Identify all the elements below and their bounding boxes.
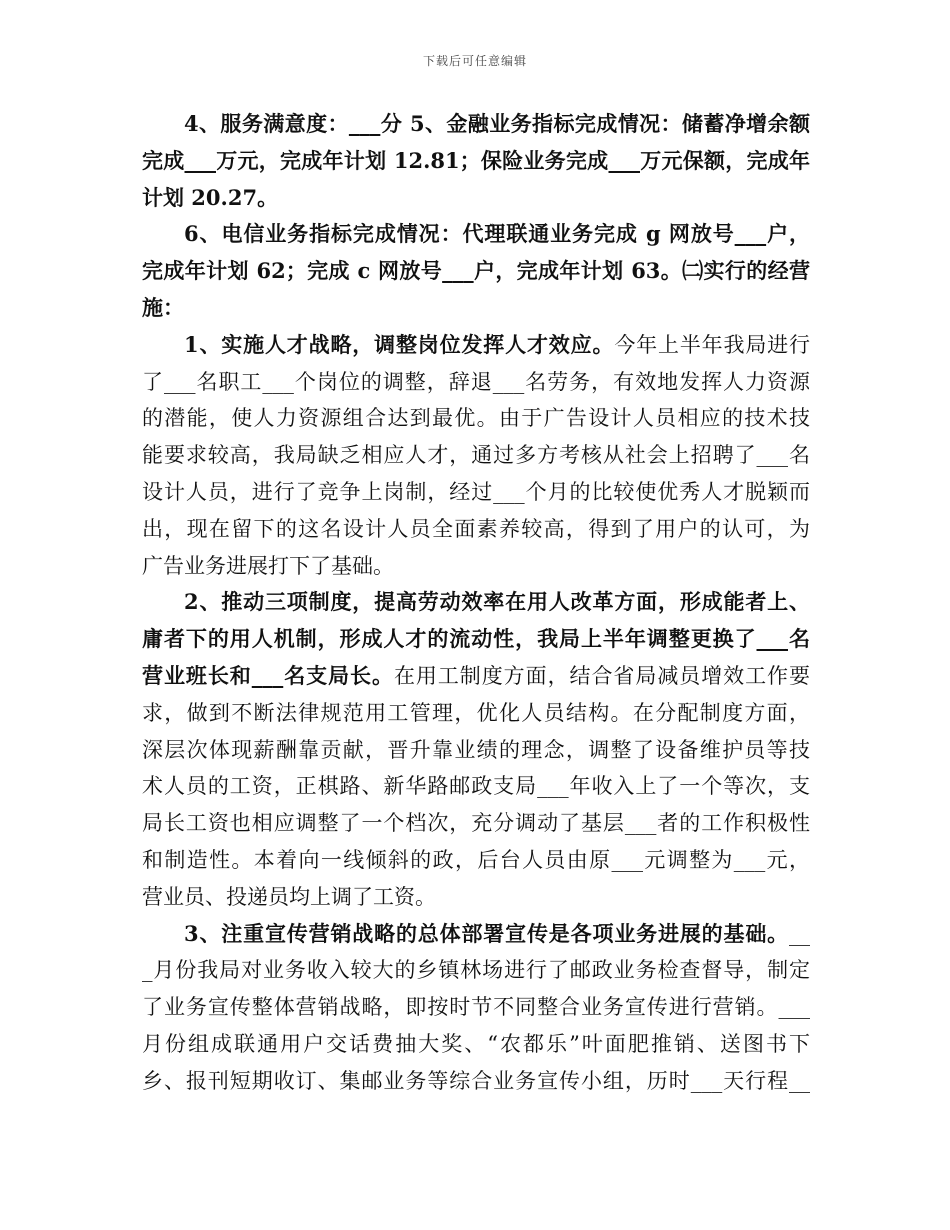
bold-text-run: 营业班长和___名支局长。: [142, 662, 394, 688]
text-line: [142, 695, 810, 732]
text-line: [142, 437, 810, 474]
text-line: [142, 989, 810, 1026]
text-run: 广告业务进展打下了基础。: [142, 553, 394, 578]
text-line: [142, 952, 810, 989]
text-line: [142, 768, 810, 805]
text-line: [142, 216, 810, 253]
text-line: [142, 1063, 810, 1100]
text-line: [142, 180, 810, 217]
bold-text-run: 3、注重宣传营销战略的总体部署宣传是各项业务进展的基础。: [184, 920, 789, 946]
text-line: [142, 1026, 810, 1063]
text-run: 今年上半年我局进行: [614, 332, 810, 357]
text-line: [142, 879, 810, 916]
paragraph: [142, 106, 810, 216]
text-run: 设计人员，进行了竞争上岗制，经过___个月的比较使优秀人才脱颖而: [142, 479, 810, 504]
document-body: [142, 106, 810, 1100]
bold-text-run: 完成年计划 62；完成 c 网放号___户，完成年计划 63。㈡实行的经营: [142, 258, 810, 284]
paragraph: [142, 916, 810, 1100]
page-header: 下载后可任意编辑: [422, 54, 527, 68]
text-run: 求，做到不断法律规范用工管理，优化人员结构。在分配制度方面，: [142, 700, 810, 725]
bold-text-run: 2、推动三项制度，提高劳动效率在用人改革方面，形成能者上、: [184, 589, 810, 615]
text-run: 了业务宣传整体营销战略，即按时节不同整合业务宣传进行营销。___: [142, 995, 810, 1020]
text-line: [142, 327, 810, 364]
bold-text-run: 计划 20.27。: [142, 184, 279, 210]
text-run: 了___名职工___个岗位的调整，辞退___名劳务，有效地发挥人力资源: [142, 369, 810, 394]
text-run: 局长工资也相应调整了一个档次，充分调动了基层___者的工作积极性: [142, 811, 810, 836]
bold-text-run: 施：: [142, 294, 184, 320]
text-run: 和制造性。本着向一线倾斜的政，后台人员由原___元调整为___元，: [142, 847, 810, 872]
text-line: [142, 548, 810, 585]
text-run: __: [789, 921, 810, 946]
text-run: 术人员的工资，正棋路、新华路邮政支局___年收入上了一个等次，支: [142, 774, 810, 799]
text-line: [142, 916, 810, 953]
text-line: [142, 842, 810, 879]
text-run: _月份我局对业务收入较大的乡镇林场进行了邮政业务检查督导，制定: [142, 958, 810, 983]
text-line: [142, 584, 810, 621]
paragraph: [142, 327, 810, 585]
paragraph: [142, 216, 810, 326]
text-run: 在用工制度方面，结合省局减员增效工作要: [393, 663, 810, 688]
text-line: [142, 143, 810, 180]
text-run: 深层次体现薪酬靠贡献，晋升靠业绩的理念，调整了设备维护员等技: [142, 737, 810, 762]
text-run: 营业员、投递员均上调了工资。: [142, 884, 436, 909]
text-line: [142, 658, 810, 695]
text-run: 出，现在留下的这名设计人员全面素养较高，得到了用户的认可，为: [142, 516, 810, 541]
text-run: 月份组成联通用户交话费抽大奖、“农都乐”叶面肥推销、送图书下: [142, 1031, 810, 1056]
bold-text-run: 6、电信业务指标完成情况：代理联通业务完成 g 网放号___户，: [184, 221, 810, 247]
text-line: [142, 621, 810, 658]
text-line: [142, 805, 810, 842]
bold-text-run: 1、实施人才战略，调整岗位发挥人才效应。: [184, 331, 615, 357]
bold-text-run: 4、服务满意度：___分 5、金融业务指标完成情况：储蓄净增余额: [184, 111, 810, 136]
text-run: 的潜能，使人力资源组合达到最优。由于广告设计人员相应的技术技: [142, 406, 810, 431]
text-run: 乡、报刊短期收订、集邮业务等综合业务宣传小组，历时___天行程__: [142, 1068, 810, 1093]
bold-text-run: 庸者下的用人机制，形成人才的流动性，我局上半年调整更换了___名: [142, 626, 810, 652]
text-line: [142, 364, 810, 401]
bold-text-run: 完成___万元，完成年计划 12.81；保险业务完成___万元保额，完成年: [142, 147, 810, 173]
text-line: [142, 253, 810, 290]
text-line: [142, 290, 810, 327]
paragraph: [142, 584, 810, 915]
text-line: [142, 400, 810, 437]
text-line: [142, 732, 810, 769]
text-line: [142, 474, 810, 511]
text-line: [142, 511, 810, 548]
text-line: [142, 106, 810, 143]
text-run: 能要求较高，我局缺乏相应人才，通过多方考核从社会上招聘了___名: [142, 443, 810, 468]
